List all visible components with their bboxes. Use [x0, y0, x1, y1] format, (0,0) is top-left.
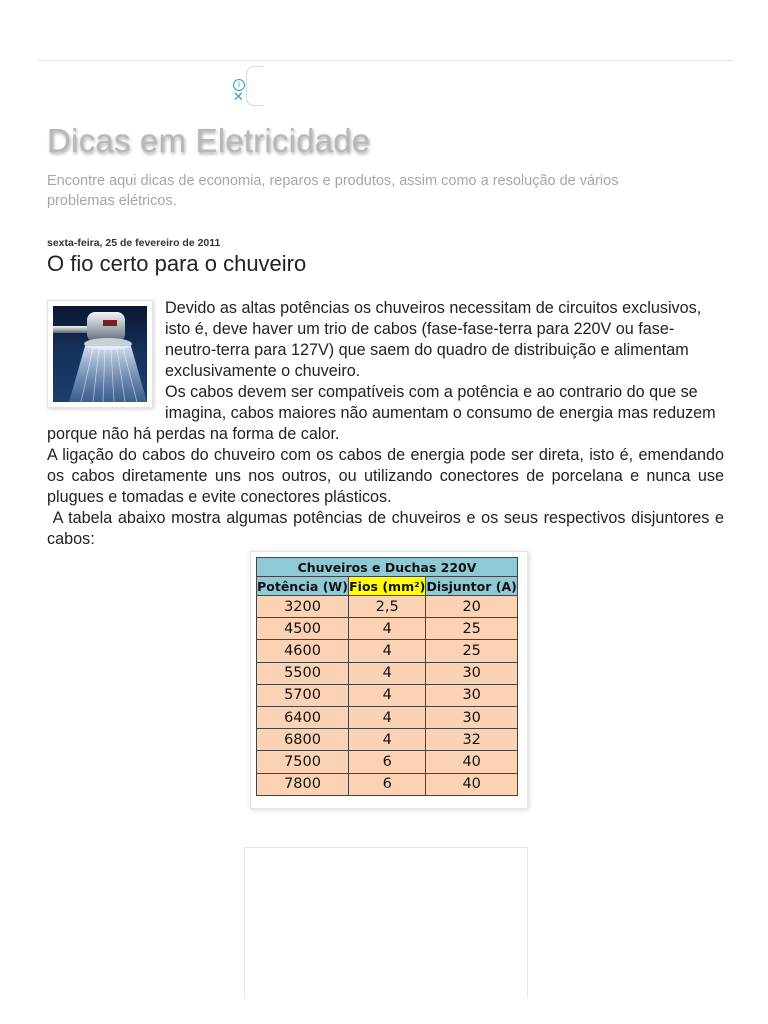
cell-power: 3200: [257, 596, 349, 618]
table-row: [257, 706, 518, 728]
table-row: [257, 751, 518, 773]
ad-slot[interactable]: [244, 847, 528, 998]
table-header-row: [257, 577, 518, 596]
cell-breaker: 30: [426, 684, 518, 706]
cell-breaker: 30: [426, 706, 518, 728]
table-row: [257, 729, 518, 751]
table-image[interactable]: [250, 551, 528, 809]
cell-wires: 2,5: [349, 596, 426, 618]
post-body: [47, 298, 729, 550]
cell-breaker: 25: [426, 618, 518, 640]
cell-wires: 6: [349, 751, 426, 773]
table-caption: Chuveiros e Duchas 220V: [257, 558, 518, 577]
paragraph-1: Devido as altas potências os chuveiros necessitam de circuitos exclusivos, isto é, deve haver um trio de cabos (fase-fase-terra para 220V ou fase-neutro-terra para 127V) que saem do quadro de distribuição e alimentam exclusivamente o chuveiro.: [165, 299, 702, 380]
top-divider: [38, 60, 733, 61]
cell-power: 5500: [257, 662, 349, 684]
cell-wires: 4: [349, 662, 426, 684]
table-row: [257, 640, 518, 662]
ad-choices[interactable]: [228, 66, 266, 106]
blog-description: Encontre aqui dicas de economia, reparos e produtos, assim como a resolução de vários problemas elétricos.: [47, 173, 619, 209]
cell-wires: 4: [349, 640, 426, 662]
cell-power: 6800: [257, 729, 349, 751]
table-row: [257, 618, 518, 640]
cell-power: 4600: [257, 640, 349, 662]
header-wires: Fios (mm²): [349, 578, 426, 594]
paragraph-3: A ligação do cabos do chuveiro com os cabos de energia pode ser direta, isto é, emendando os cabos diretamente uns nos outros, ou utilizando conectores de porcelana e nunca use plugues e tomadas e evite conectores plásticos.: [47, 446, 724, 506]
paragraph-4: A tabela abaixo mostra algumas potências de chuveiros e os seus respectivos disjuntores e cabos:: [47, 509, 729, 548]
info-icon[interactable]: i: [233, 79, 245, 91]
post-title[interactable]: O fio certo para o chuveiro: [47, 251, 307, 276]
cell-wires: 4: [349, 684, 426, 706]
post-date: sexta-feira, 25 de fevereiro de 2011: [47, 237, 221, 249]
cell-breaker: 32: [426, 729, 518, 751]
cell-power: 7800: [257, 773, 349, 795]
blog-title[interactable]: Dicas em Eletricidade: [47, 122, 371, 159]
ad-frame-edge: [246, 66, 263, 106]
cell-wires: 4: [349, 706, 426, 728]
cell-power: 6400: [257, 706, 349, 728]
shower-head-icon: [53, 306, 147, 402]
cell-power: 4500: [257, 618, 349, 640]
cell-breaker: 25: [426, 640, 518, 662]
paragraph-2: Os cabos devem ser compatíveis com a potência e ao contrario do que se imagina, cabos maiores não aumentam o consumo de energia mas reduzem porque não há perdas na forma de calor.: [47, 383, 716, 443]
cell-breaker: 40: [426, 773, 518, 795]
cell-breaker: 40: [426, 751, 518, 773]
cell-breaker: 30: [426, 662, 518, 684]
cell-power: 5700: [257, 684, 349, 706]
shower-photo: [53, 306, 147, 402]
cell-wires: 4: [349, 618, 426, 640]
cell-power: 7500: [257, 751, 349, 773]
table-row: [257, 684, 518, 706]
cell-wires: 4: [349, 729, 426, 751]
close-icon[interactable]: ✕: [233, 90, 244, 105]
cell-wires: 6: [349, 773, 426, 795]
table-caption-row: [257, 558, 518, 577]
table-row: [257, 596, 518, 618]
table-body: [257, 596, 518, 796]
shower-spec-table: [256, 557, 518, 796]
table-row: [257, 773, 518, 795]
table-row: [257, 662, 518, 684]
header-breaker: Disjuntor (A): [426, 578, 517, 594]
post-image-link[interactable]: [47, 300, 153, 408]
header-power: Potência (W): [257, 578, 348, 594]
cell-breaker: 20: [426, 596, 518, 618]
